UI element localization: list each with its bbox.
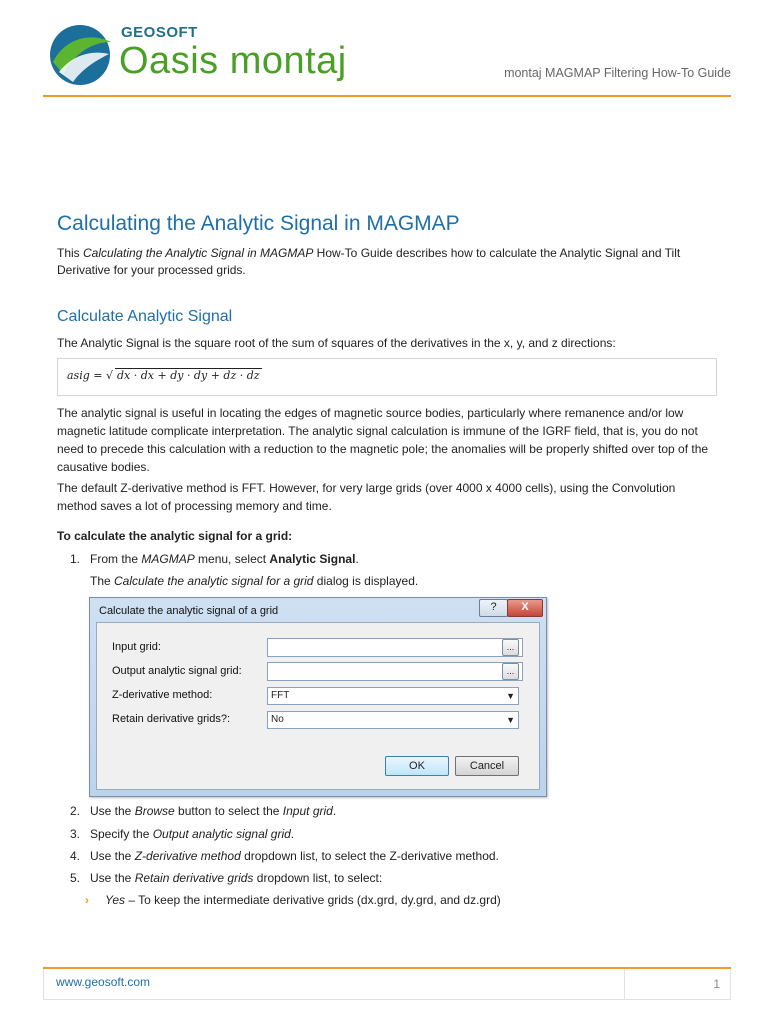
step-text: Use the bbox=[90, 849, 135, 863]
step-1 bbox=[70, 551, 359, 568]
procedure-heading: To calculate the analytic signal for a grid: bbox=[57, 529, 293, 543]
step-number: 5. bbox=[70, 871, 81, 885]
zderivative-value: FFT bbox=[271, 690, 290, 701]
step-text: menu, select bbox=[194, 552, 270, 566]
step-text: From the bbox=[90, 552, 142, 566]
page-title: Calculating the Analytic Signal in MAGMAP bbox=[57, 212, 460, 235]
bullet-text: – To keep the intermediate derivative grids (dx.grd, dy.grd, and dz.grd) bbox=[125, 893, 501, 907]
intro-text: This bbox=[57, 246, 84, 260]
step-emphasis: Output analytic signal grid bbox=[152, 827, 291, 841]
formula bbox=[67, 368, 262, 382]
step-text: dialog is displayed. bbox=[313, 574, 419, 588]
intro-emphasis: Calculating the Analytic Signal in MAGMAP bbox=[83, 246, 314, 260]
geosoft-logo-icon bbox=[47, 22, 115, 88]
dialog-body bbox=[96, 622, 540, 790]
section-heading: Calculate Analytic Signal bbox=[57, 308, 233, 325]
retain-value: No bbox=[271, 714, 284, 725]
intro-paragraph bbox=[57, 245, 717, 279]
step-text: button to select the bbox=[174, 804, 283, 818]
brand-name-small: GEOSOFT bbox=[121, 24, 198, 41]
input-grid-browse-button[interactable]: ... bbox=[502, 639, 519, 656]
step-number: 1. bbox=[70, 552, 81, 566]
step-4 bbox=[70, 848, 499, 865]
formula-box bbox=[57, 358, 717, 396]
sqrt-icon: √ bbox=[105, 369, 113, 382]
step-text: Specify the bbox=[90, 827, 153, 841]
step-emphasis: MAGMAP bbox=[141, 552, 195, 566]
paragraph-line: The default Z-derivative method is FFT. However, for very large grids (over 4000 x 4000 cells), using the Convolution bbox=[57, 481, 676, 495]
close-button[interactable]: X bbox=[507, 599, 543, 617]
dialog-title: Calculate the analytic signal of a grid bbox=[99, 605, 279, 617]
step-emphasis: Calculate the analytic signal for a grid bbox=[114, 574, 314, 588]
retain-select[interactable] bbox=[267, 711, 519, 729]
help-button[interactable]: ? bbox=[479, 599, 508, 617]
formula-lhs: asig = bbox=[67, 369, 103, 382]
input-grid-label: Input grid: bbox=[112, 641, 161, 653]
section-intro: The Analytic Signal is the square root of the sum of squares of the derivatives in the x, y, and z directions: bbox=[57, 336, 616, 350]
retain-label: Retain derivative grids?: bbox=[112, 713, 231, 725]
page-footer bbox=[43, 969, 731, 1000]
step-number: 3. bbox=[70, 827, 81, 841]
step-text: . bbox=[332, 804, 337, 818]
page-number: 1 bbox=[713, 977, 720, 991]
step-emphasis: Input grid bbox=[282, 804, 333, 818]
step-text: dropdown list, to select: bbox=[253, 871, 383, 885]
step-strong: Analytic Signal bbox=[269, 552, 356, 566]
step-3 bbox=[70, 826, 294, 843]
guide-title: montaj MAGMAP Filtering How-To Guide bbox=[504, 66, 731, 80]
step-2 bbox=[70, 803, 336, 820]
formula-rhs: dx · dx + dy · dy + dz · dz bbox=[117, 369, 260, 382]
footer-separator bbox=[624, 969, 625, 999]
paragraph-analytic-signal bbox=[57, 404, 722, 476]
paragraph-line: magnetic latitude complicate interpretation. The analytic signal calculation is immune of the IGRF field, that is, you do not bbox=[57, 424, 698, 438]
page-header bbox=[43, 18, 731, 96]
intro-text: Derivative for your processed grids. bbox=[57, 263, 246, 277]
cancel-button[interactable]: Cancel bbox=[455, 756, 519, 776]
dropdown-arrow-icon: ▼ bbox=[506, 691, 515, 701]
output-grid-field[interactable] bbox=[267, 662, 523, 681]
footer-website-link[interactable]: www.geosoft.com bbox=[56, 975, 151, 989]
step-text: The bbox=[90, 574, 115, 588]
bullet-emphasis: Yes bbox=[105, 893, 126, 907]
zderivative-select[interactable] bbox=[267, 687, 519, 705]
header-divider bbox=[43, 95, 731, 97]
step-text: Use the bbox=[90, 804, 135, 818]
output-grid-browse-button[interactable]: ... bbox=[502, 663, 519, 680]
step-text: . bbox=[355, 552, 359, 566]
step-emphasis: Z-derivative method bbox=[134, 849, 241, 863]
input-grid-field[interactable] bbox=[267, 638, 523, 657]
paragraph-line: causative bodies. bbox=[57, 460, 150, 474]
paragraph-zderivative bbox=[57, 479, 722, 515]
intro-text: How-To Guide describes how to calculate the Analytic Signal and Tilt bbox=[313, 246, 681, 260]
bullet-item-yes bbox=[105, 893, 501, 907]
step-text: dropdown list, to select the Z-derivative method. bbox=[240, 849, 499, 863]
step-1-note bbox=[90, 574, 418, 588]
brand-product-name: Oasis montaj bbox=[119, 40, 347, 82]
step-emphasis: Browse bbox=[134, 804, 175, 818]
step-emphasis: Retain derivative grids bbox=[134, 871, 254, 885]
paragraph-line: need to precede this calculation with a reduction to the magnetic pole; the anomalies will be properly shifted over top of the bbox=[57, 442, 709, 456]
step-text: . bbox=[290, 827, 295, 841]
paragraph-line: The analytic signal is useful in locating the edges of magnetic source bodies, particularly where remanence and/or low bbox=[57, 406, 684, 420]
analytic-signal-dialog bbox=[89, 597, 547, 797]
step-5 bbox=[70, 870, 382, 887]
dropdown-arrow-icon: ▼ bbox=[506, 715, 515, 725]
paragraph-line: method saves a lot of processing memory and time. bbox=[57, 499, 332, 513]
ok-button[interactable]: OK bbox=[385, 756, 449, 776]
step-number: 4. bbox=[70, 849, 81, 863]
output-grid-label: Output analytic signal grid: bbox=[112, 665, 242, 677]
step-text: Use the bbox=[90, 871, 135, 885]
step-number: 2. bbox=[70, 804, 81, 818]
zderivative-label: Z-derivative method: bbox=[112, 689, 213, 701]
bullet-arrow-icon: › bbox=[85, 893, 89, 907]
